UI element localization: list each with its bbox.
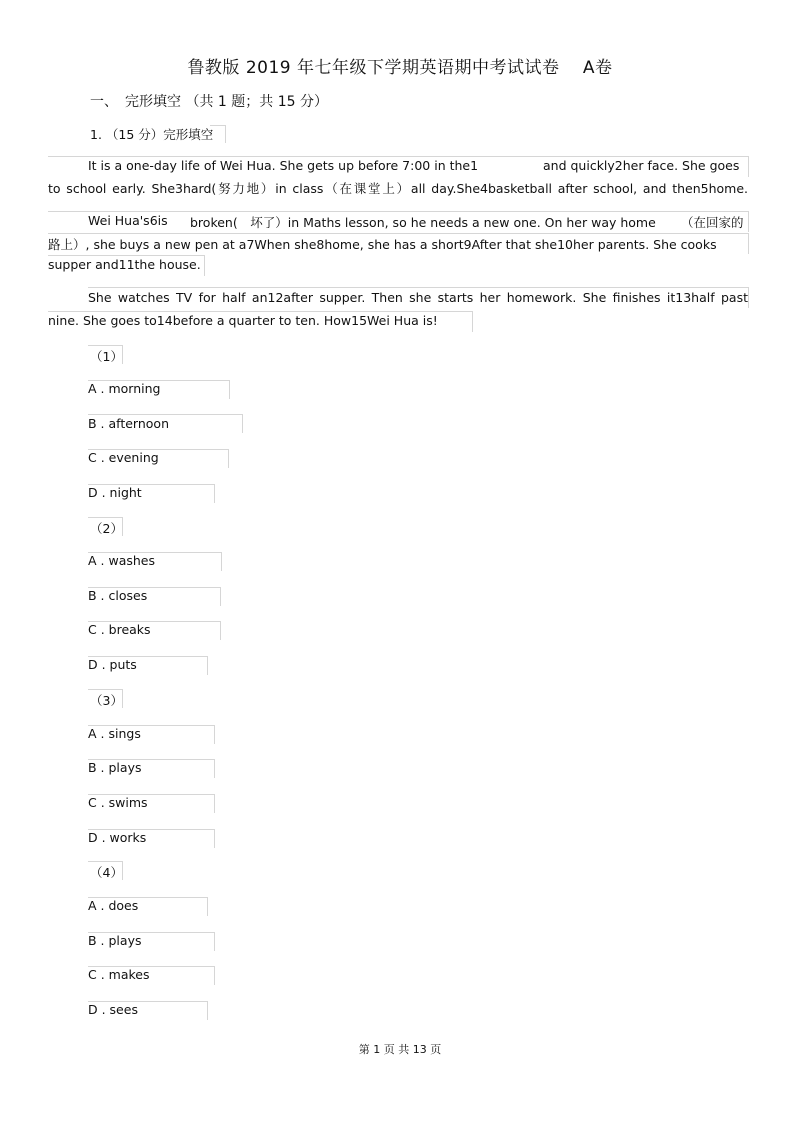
subquestion-box: [88, 861, 123, 880]
passage-box: [48, 211, 749, 232]
question-heading: 1. （15 分）完形填空: [90, 127, 214, 142]
option-b[interactable]: B . plays: [88, 933, 142, 948]
option-box: [88, 656, 208, 675]
option-d[interactable]: D . puts: [88, 657, 137, 672]
option-box: [88, 484, 215, 503]
option-box: [88, 621, 221, 640]
question-heading-box: [210, 125, 226, 143]
subquestion-number: （3）: [90, 693, 123, 708]
option-box: [88, 380, 230, 399]
option-a[interactable]: A . morning: [88, 381, 161, 396]
passage-line: and quickly2her face. She goes: [543, 158, 740, 173]
passage-box: [48, 156, 749, 177]
passage-line: to school early. She3hard(努力地）in class（在课堂上）all day.She4basketball after school, and then5home.: [48, 181, 748, 196]
option-box: [88, 966, 215, 985]
option-a[interactable]: A . sings: [88, 726, 141, 741]
option-a[interactable]: A . does: [88, 898, 139, 913]
option-box: [88, 794, 215, 813]
passage-line: supper and11the house.: [48, 257, 201, 272]
passage-box: [48, 255, 205, 276]
option-d[interactable]: D . night: [88, 485, 142, 500]
passage-box: [48, 233, 749, 254]
subquestion-number: （1）: [90, 349, 123, 364]
option-b[interactable]: B . afternoon: [88, 416, 169, 431]
passage-line: She watches TV for half an12after supper. Then she starts her homework. She finishes it13half past: [88, 290, 748, 305]
option-box: [88, 414, 243, 433]
passage-line: （在回家的: [681, 215, 744, 230]
passage-line: Wei Hua's6is: [88, 213, 168, 228]
option-d[interactable]: D . works: [88, 830, 147, 845]
passage-line: It is a one-day life of Wei Hua. She gets up before 7:00 in the1: [88, 158, 479, 173]
option-c[interactable]: C . breaks: [88, 622, 151, 637]
subquestion-box: [88, 517, 123, 536]
subquestion-box: [88, 345, 123, 364]
section-heading: 一、 完形填空 （共 1 题；共 15 分）: [90, 94, 328, 110]
option-b[interactable]: B . plays: [88, 760, 142, 775]
page-footer: 第 1 页 共 13 页: [358, 1043, 442, 1056]
passage-line: broken( 坏了）in Maths lesson, so he needs a new one. On her way home: [190, 215, 656, 230]
option-box: [88, 1001, 208, 1020]
option-c[interactable]: C . evening: [88, 450, 159, 465]
passage-box: [48, 311, 473, 332]
subquestion-number: （2）: [90, 521, 123, 536]
option-box: [88, 932, 215, 951]
option-b[interactable]: B . closes: [88, 588, 148, 603]
option-c[interactable]: C . swims: [88, 795, 148, 810]
option-box: [88, 449, 229, 468]
option-a[interactable]: A . washes: [88, 553, 155, 568]
option-box: [88, 725, 215, 744]
page-title: 鲁教版 2019 年七年级下学期英语期中考试试卷 A卷: [187, 58, 613, 78]
subquestion-box: [88, 689, 123, 708]
option-box: [88, 587, 221, 606]
subquestion-number: （4）: [90, 865, 123, 880]
option-d[interactable]: D . sees: [88, 1002, 138, 1017]
passage-line: 路上）, she buys a new pen at a7When she8home, she has a short9After that she10her parents. She cooks: [48, 237, 717, 252]
option-box: [88, 552, 222, 571]
passage-line: nine. She goes to14before a quarter to ten. How15Wei Hua is!: [48, 313, 438, 328]
option-c[interactable]: C . makes: [88, 967, 150, 982]
option-box: [88, 829, 215, 848]
option-box: [88, 897, 208, 916]
passage-box: [88, 287, 749, 308]
option-box: [88, 759, 215, 778]
